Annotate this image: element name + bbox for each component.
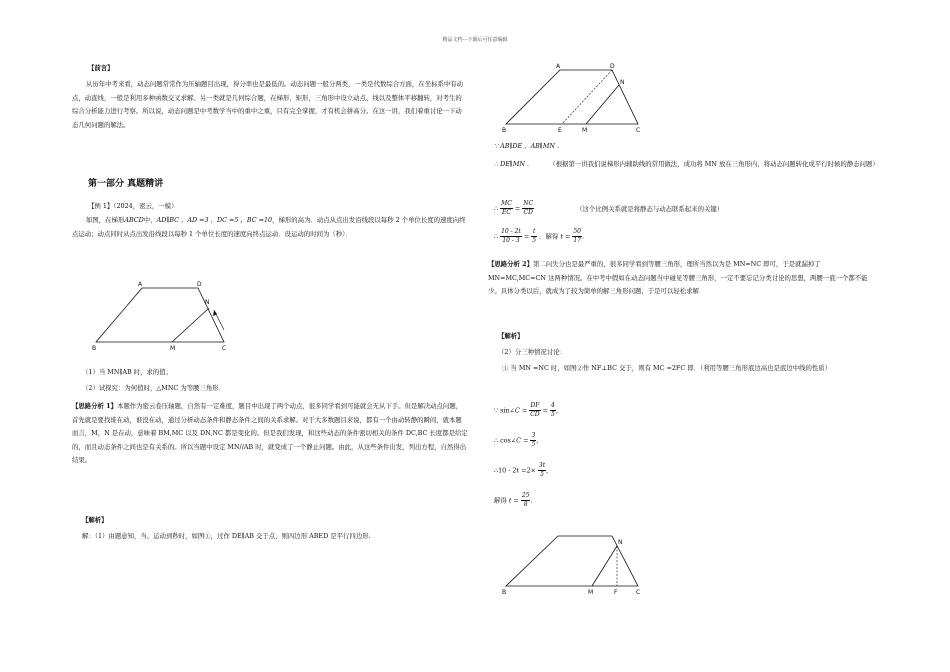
segment-mn-2 bbox=[586, 85, 619, 124]
question-1: （1）当 MN∥AB 时，求的值； bbox=[82, 368, 173, 376]
section-title: 第一部分 真题精讲 bbox=[88, 179, 164, 189]
frac-mc-ec: $\frac{MC}{EC}$ bbox=[501, 200, 512, 216]
page-header: 精品文档---下载后可任意编辑 bbox=[442, 37, 508, 43]
case-intro: （2）分三种情况讨论： bbox=[498, 348, 566, 356]
trapezoid-abcd bbox=[96, 288, 224, 342]
label-d-2: D bbox=[610, 63, 615, 70]
segment-mn bbox=[172, 308, 209, 342]
label-d: D bbox=[197, 281, 202, 288]
ratio-line: ∴ $\frac{MC}{EC}$ = $\frac{NC}{CD}$ （这个比例关系就是将静态与动态联系起来的关键） bbox=[494, 200, 724, 216]
foreword-title: 【前言】 bbox=[88, 64, 114, 72]
figure-trapezoid-nf bbox=[500, 528, 660, 600]
sin-line: ∵ sin∠C = $\frac{DF}{CD}$ = $\frac{4}{5}$ , bbox=[494, 402, 558, 418]
equation-line: ∴ $\frac{10 - 2t}{10 - 3}$ = $\frac{t}{5}$ ．解得 t = $\frac{50}{17}$ . bbox=[494, 228, 585, 244]
segment-mn-3 bbox=[592, 546, 617, 586]
label-n: N bbox=[205, 299, 210, 306]
label-f-3: F bbox=[614, 589, 618, 596]
label-b-2: B bbox=[502, 127, 507, 134]
solution-title-1: 【解析】 bbox=[82, 516, 108, 524]
trapezoid-abcd-2 bbox=[506, 70, 638, 124]
frac-10-2t: $\frac{10 - 2t}{10 - 3}$ bbox=[501, 228, 521, 244]
question-2: （2）试探究：为何值时，△MNC 为等腰三角形． bbox=[82, 384, 226, 392]
frac-nc-cd: $\frac{NC}{CD}$ bbox=[523, 200, 534, 216]
frac-t-5: $\frac{t}{5}$ bbox=[532, 228, 537, 244]
label-c-3: C bbox=[636, 589, 641, 596]
figure-trapezoid-1 bbox=[92, 280, 242, 352]
solution-title-2: 【解析】 bbox=[498, 332, 524, 340]
cos-line: ∴ cos∠C = $\frac{3}{5}$ , bbox=[494, 432, 539, 448]
label-m: M bbox=[170, 345, 176, 352]
line-de-mn: ∴ DE∥MN . （根据第一讲我们说梯形内辅助线的常用做法，成功将 MN 放在三角形内，将动态问题转化成平行时候的静态问题） bbox=[494, 160, 879, 168]
label-c-2: C bbox=[636, 127, 641, 134]
segment-de bbox=[562, 70, 612, 124]
label-e-2: E bbox=[558, 127, 562, 134]
label-a-2: A bbox=[556, 63, 561, 70]
line-ab-de: ∵ AB∥DE ，AB∥MN . bbox=[494, 142, 560, 150]
solution-body-1: 解：（1）由题意知，当、运动到秒时，如图①，过作 DE∥AB 交于点，则四边形 ABED 是平行四边形. bbox=[82, 532, 371, 540]
example-body: 如图，在梯形ABCD中，AD∥BC ，AD =3 ，DC =5 ，BC =10，梯形的高为．动点从点出发沿线段以每秒 2 个单位长度的速度向终点运动；动点同时从点出发沿线段以每秒 1 个单位长度的速度向终点运动．设运动的时间为（秒）． bbox=[72, 216, 466, 238]
equation-2: ∴10 - 2t =2× $\frac{3t}{5}$ , bbox=[494, 462, 549, 478]
label-m-3: M bbox=[588, 589, 594, 596]
frac-50-17: $\frac{50}{17}$ bbox=[573, 228, 581, 244]
label-b-3: B bbox=[502, 589, 507, 596]
label-n-2: N bbox=[620, 79, 625, 86]
foreword-body: 从历年中考来看，动态问题常常作为压轴题目出现，得分率也是最低的。动态问题一般分两类，一类是代数综合方面，在坐标系中有动点，动直线，一般是利用多种函数交叉求解。另一类就是几何综合题，在梯形，矩形，三角形中设立动点、线以及整体平移翻转，对考生的综合分析能力进行考察。所以说，动态问题是中考数学当中的重中之重，只有完全掌握，才有机会拼高分。在这一讲，我们着重讨论一下动态几何问题的解法。 bbox=[72, 80, 464, 129]
label-b: B bbox=[92, 345, 97, 352]
example-head: 【例 1】（2024，密云，一模） bbox=[88, 202, 178, 210]
solve-line: 解得 t = $\frac{25}{8}$ . bbox=[494, 492, 533, 508]
figure-trapezoid-de bbox=[500, 62, 660, 134]
label-n-3: N bbox=[618, 539, 623, 546]
label-c: C bbox=[222, 345, 227, 352]
label-a: A bbox=[138, 281, 143, 288]
analysis-1: 【思路分析 1】本题作为密云卷压轴题，自然有一定难度，题目中出现了两个动点，很多同学看到可能就会无从下手。但是解决动点问题，首先就是要找谁在动，谁没在动，通过分析动态条件和静态条件之间的关系求解。对于大多数题目来说，都有一个由动转静的瞬间，就本题而言，M，N 是在动，意味着 BM,MC 以及 DN,NC 都是变化的。但是我们发现，和这些动态的条件密切相关的条件 DC,BC 长度都是给定的，而且动态条件之间也是有关系的。所以当题中设定 MN//AB 时，就变成了一个静止问题。由此，从这些条件出发，列出方程，自然得出结果。 bbox=[72, 402, 468, 465]
case-1: ① 当 MN =NC 时，如图②作 NF⊥BC 交于，则有 MC =2FC 即．（利用等腰三角形底边高也是底边中线的性质） bbox=[502, 364, 832, 372]
analysis-2: 【思路分析 2】第二问失分也是最严重的，很多同学看到等腰三角形，理所当然以为是 MN=NC 即可，于是就漏掉了 MN=MC,MC=CN 这两种情况。在中考中假如在动态问题当中碰见等腰三角形，一定不要忘记分类讨论的思想，两腰一底一个都不能少。具体分类以后，就成为了较为简单的解三角形问题，于是可以轻松求解 bbox=[488, 260, 868, 296]
label-m-2: M bbox=[582, 127, 588, 134]
